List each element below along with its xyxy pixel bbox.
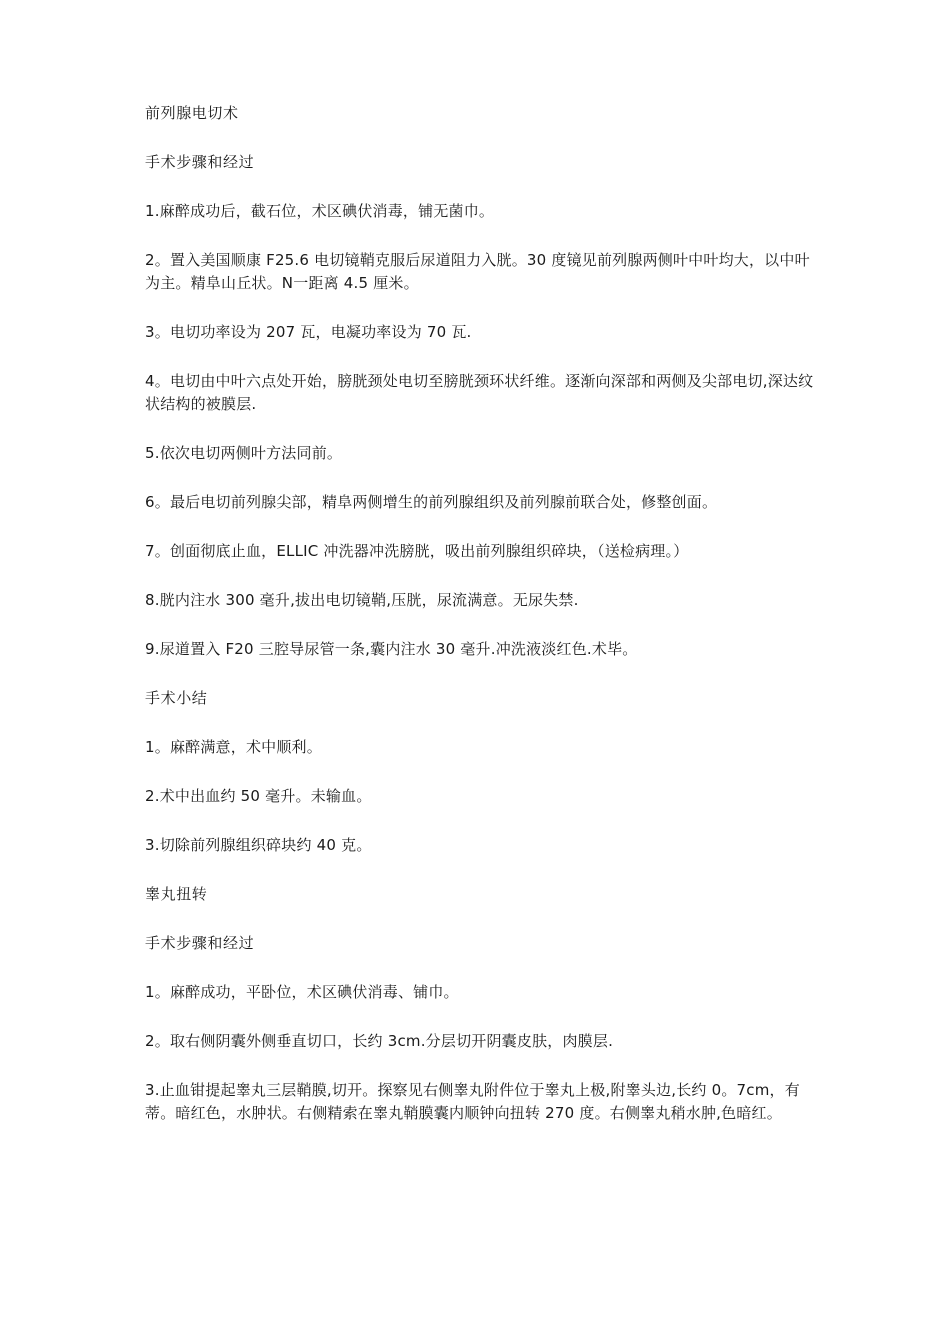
summary-paragraph: 1。麻醉满意，术中顺利。	[145, 738, 322, 756]
section-title-testicular-torsion: 睾丸扭转	[145, 885, 208, 903]
step-paragraph: 9.尿道置入 F20 三腔导尿管一条,囊内注水 30 毫升.冲洗液淡红色.术毕。	[145, 640, 638, 658]
step-paragraph: 2。取右侧阴囊外侧垂直切口，长约 3cm.分层切开阴囊皮肤，肉膜层.	[145, 1032, 614, 1050]
step-paragraph: 3.止血钳提起睾丸三层鞘膜,切开。探察见右侧睾丸附件位于睾丸上极,附睾头边,长约 0。7cm，有蒂。暗红色，水肿状。右侧精索在睾丸鞘膜囊内顺钟向扭转 270 度。右侧睾丸稍水肿,色暗红。	[145, 1081, 800, 1122]
step-paragraph: 5.依次电切两侧叶方法同前。	[145, 444, 343, 462]
step-paragraph: 4。电切由中叶六点处开始，膀胱颈处电切至膀胱颈环状纤维。逐渐向深部和两侧及尖部电切,深达纹状结构的被膜层.	[145, 372, 814, 413]
step-paragraph: 8.胱内注水 300 毫升,拔出电切镜鞘,压胱，尿流满意。无尿失禁.	[145, 591, 579, 609]
summary-paragraph: 3.切除前列腺组织碎块约 40 克。	[145, 836, 372, 854]
subsection-title-steps: 手术步骤和经过	[145, 934, 255, 952]
step-paragraph: 6。最后电切前列腺尖部，精阜两侧增生的前列腺组织及前列腺前联合处，修整创面。	[145, 493, 718, 511]
step-paragraph: 1.麻醉成功后，截石位，术区碘伏消毒，铺无菌巾。	[145, 202, 495, 220]
step-paragraph: 1。麻醉成功，平卧位，术区碘伏消毒、铺巾。	[145, 983, 459, 1001]
document-body	[145, 102, 815, 1151]
step-paragraph: 2。置入美国顺康 F25.6 电切镜鞘克服后尿道阻力入胱。30 度镜见前列腺两侧叶中叶均大，以中叶为主。精阜山丘状。N一距离 4.5 厘米。	[145, 251, 810, 292]
step-paragraph: 3。电切功率设为 207 瓦，电凝功率设为 70 瓦.	[145, 323, 472, 341]
section-title-prostate-resection: 前列腺电切术	[145, 104, 239, 122]
subsection-title-steps: 手术步骤和经过	[145, 153, 255, 171]
summary-paragraph: 2.术中出血约 50 毫升。未输血。	[145, 787, 372, 805]
step-paragraph: 7。创面彻底止血，ELLIC 冲洗器冲洗膀胱，吸出前列腺组织碎块，（送检病理。）	[145, 542, 689, 560]
subsection-title-summary: 手术小结	[145, 689, 208, 707]
